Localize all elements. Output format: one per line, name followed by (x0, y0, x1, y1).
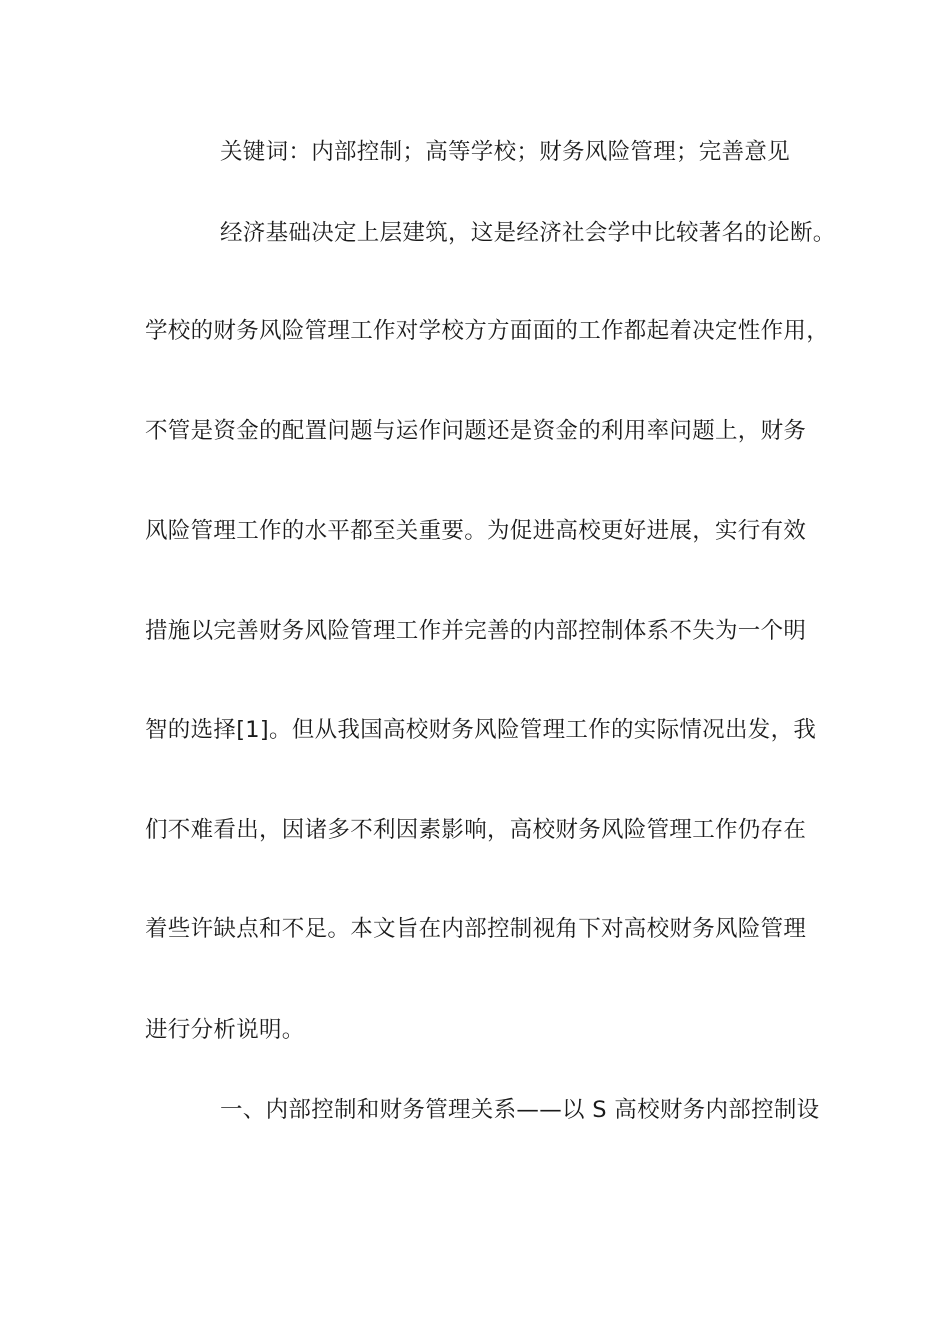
keywords-line: 关键词：内部控制；高等学校；财务风险管理；完善意见 (220, 139, 791, 165)
paragraph-line: 经济基础决定上层建筑，这是经济社会学中比较著名的论断。 (220, 220, 836, 246)
paragraph-line: 措施以完善财务风险管理工作并完善的内部控制体系不失为一个明 (145, 618, 807, 644)
paragraph-line: 风险管理工作的水平都至关重要。为促进高校更好进展，实行有效 (145, 518, 807, 544)
paragraph-line: 智的选择[1]。但从我国高校财务风险管理工作的实际情况出发，我 (145, 717, 817, 743)
paragraph-line: 学校的财务风险管理工作对学校方方面面的工作都起着决定性作用， (145, 318, 830, 344)
paragraph-line: 进行分析说明。 (145, 1017, 305, 1043)
paragraph-line: 不管是资金的配置问题与运作问题还是资金的利用率问题上，财务 (145, 418, 807, 444)
paragraph-line: 们不难看出，因诸多不利因素影响，高校财务风险管理工作仍存在 (145, 817, 807, 843)
section-heading: 一、内部控制和财务管理关系——以 S 高校财务内部控制设 (220, 1097, 820, 1123)
paragraph-line: 着些许缺点和不足。本文旨在内部控制视角下对高校财务风险管理 (145, 916, 807, 942)
